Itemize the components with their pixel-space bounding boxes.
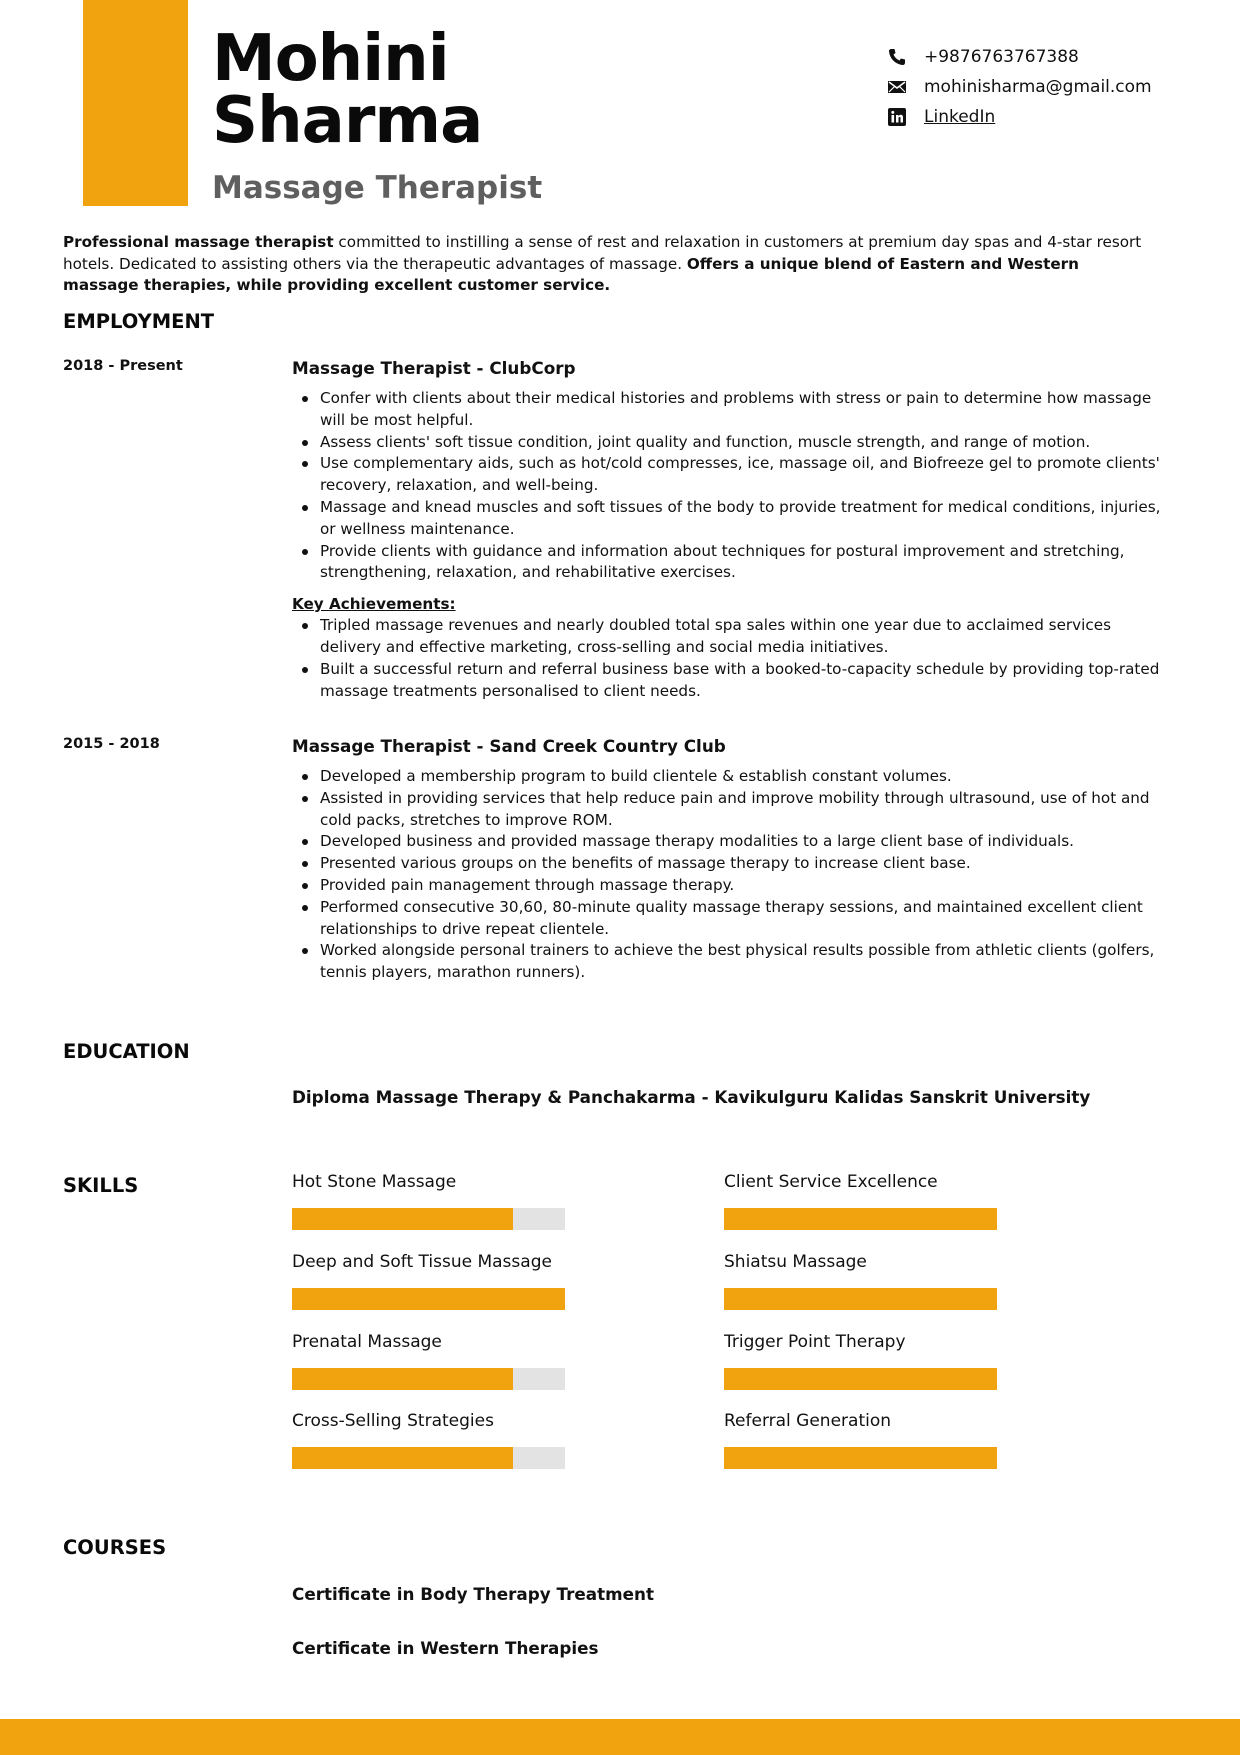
skill-item xyxy=(292,1411,565,1469)
key-achievements-heading: Key Achievements: xyxy=(292,595,456,614)
skill-label: Deep and Soft Tissue Massage xyxy=(292,1252,552,1272)
summary-text: committed to instilling a sense of rest and relaxation in customers at premium day spas and 4-star resort hotels. Dedicated to assisting others via the therapeutic advantages of massage. xyxy=(63,233,1142,273)
skill-item xyxy=(292,1172,565,1230)
course-item: Certificate in Western Therapies xyxy=(292,1638,599,1658)
skill-bar-fill xyxy=(292,1208,513,1230)
achievement-bullets xyxy=(292,615,1162,702)
courses-heading: COURSES xyxy=(63,1536,167,1559)
education-entry: Diploma Massage Therapy & Panchakarma - Kavikulguru Kalidas Sanskrit University xyxy=(292,1087,1091,1107)
skill-label: Client Service Excellence xyxy=(724,1172,938,1192)
phone-icon xyxy=(887,47,907,67)
bullet-item: Worked alongside personal trainers to achieve the best physical results possible from athletic clients (golfers, tennis players, marathon runners). xyxy=(292,940,1162,984)
job-bullets xyxy=(292,766,1162,984)
skill-label: Hot Stone Massage xyxy=(292,1172,457,1192)
skill-item xyxy=(724,1252,997,1310)
skill-bar xyxy=(292,1447,565,1469)
bullet-item: Use complementary aids, such as hot/cold compresses, ice, massage oil, and Biofreeze gel to promote clients' recovery, relaxation, and well-being. xyxy=(292,453,1162,497)
accent-block xyxy=(83,0,188,206)
skill-item xyxy=(292,1332,565,1390)
bullet-item: Provided pain management through massage therapy. xyxy=(292,875,1162,897)
profile-summary xyxy=(63,232,1153,297)
skill-label: Referral Generation xyxy=(724,1411,892,1431)
skill-bar xyxy=(292,1368,565,1390)
job-entry xyxy=(292,358,1162,702)
skill-item xyxy=(292,1252,565,1310)
skill-bar xyxy=(724,1447,997,1469)
email-icon xyxy=(887,77,907,97)
skill-bar-fill xyxy=(292,1447,513,1469)
skill-bar xyxy=(724,1208,997,1230)
linkedin-link[interactable]: LinkedIn xyxy=(924,107,996,127)
bullet-item: Developed business and provided massage therapy modalities to a large client base of individuals. xyxy=(292,831,1162,853)
email-address: mohinisharma@gmail.com xyxy=(924,77,1152,97)
skill-bar xyxy=(292,1208,565,1230)
bullet-item: Provide clients with guidance and information about techniques for postural improvement and stretching, strengthening, relaxation, and rehabilitative exercises. xyxy=(292,541,1162,585)
bullet-item: Assess clients' soft tissue condition, joint quality and function, muscle strength, and range of motion. xyxy=(292,432,1162,454)
education-heading: EDUCATION xyxy=(63,1040,190,1063)
bullet-item: Presented various groups on the benefits of massage therapy to increase client base. xyxy=(292,853,1162,875)
job-bullets xyxy=(292,388,1162,584)
skill-label: Prenatal Massage xyxy=(292,1332,442,1352)
skill-bar-fill xyxy=(724,1368,997,1390)
skill-label: Trigger Point Therapy xyxy=(724,1332,906,1352)
bullet-item: Developed a membership program to build clientele & establish constant volumes. xyxy=(292,766,1162,788)
skill-bar xyxy=(724,1288,997,1310)
footer-accent-bar xyxy=(0,1719,1240,1755)
skill-item xyxy=(724,1411,997,1469)
contact-block xyxy=(887,42,1227,132)
skill-bar-fill xyxy=(724,1447,997,1469)
bullet-item: Confer with clients about their medical histories and problems with stress or pain to determine how massage will be most helpful. xyxy=(292,388,1162,432)
skill-bar xyxy=(292,1288,565,1310)
skill-label: Shiatsu Massage xyxy=(724,1252,867,1272)
job-entry xyxy=(292,736,1162,984)
job-dates: 2015 - 2018 xyxy=(63,736,160,752)
first-name: Mohini xyxy=(212,22,449,96)
skill-bar-fill xyxy=(724,1288,997,1310)
skills-heading: SKILLS xyxy=(63,1174,139,1197)
job-title-company: Massage Therapist - Sand Creek Country Club xyxy=(292,736,726,756)
course-item: Certificate in Body Therapy Treatment xyxy=(292,1584,654,1604)
skill-bar xyxy=(724,1368,997,1390)
contact-linkedin[interactable] xyxy=(887,102,1227,132)
linkedin-icon xyxy=(887,107,907,127)
job-title-company: Massage Therapist - ClubCorp xyxy=(292,358,576,378)
candidate-name xyxy=(212,22,483,158)
bullet-item: Performed consecutive 30,60, 80-minute quality massage therapy sessions, and maintained excellent client relationships to drive repeat clientele. xyxy=(292,897,1162,941)
skill-bar-fill xyxy=(724,1208,997,1230)
employment-heading: EMPLOYMENT xyxy=(63,310,215,333)
skill-item xyxy=(724,1332,997,1390)
contact-phone[interactable] xyxy=(887,42,1227,72)
skill-bar-fill xyxy=(292,1368,513,1390)
bullet-item: Massage and knead muscles and soft tissues of the body to provide treatment for medical conditions, injuries, or wellness maintenance. xyxy=(292,497,1162,541)
bullet-item: Assisted in providing services that help reduce pain and improve mobility through ultrasound, use of hot and cold packs, stretches to improve ROM. xyxy=(292,788,1162,832)
summary-bold-lead: Professional massage therapist xyxy=(63,233,334,251)
achievement-item: Tripled massage revenues and nearly doubled total spa sales within one year due to acclaimed services delivery and effective marketing, cross-selling and social media initiatives. xyxy=(292,615,1162,659)
summary-bold-tail: Offers a unique blend of Eastern and Western massage therapies, while providing excellent customer service. xyxy=(63,254,1079,295)
job-dates: 2018 - Present xyxy=(63,358,183,374)
skill-item xyxy=(724,1172,997,1230)
achievement-item: Built a successful return and referral business base with a booked-to-capacity schedule by providing top-rated massage treatments personalised to client needs. xyxy=(292,659,1162,703)
phone-number: +9876763767388 xyxy=(924,47,1079,67)
last-name: Sharma xyxy=(212,84,483,158)
skill-bar-fill xyxy=(292,1288,565,1310)
contact-email[interactable] xyxy=(887,72,1227,102)
job-title: Massage Therapist xyxy=(212,170,543,206)
skill-label: Cross-Selling Strategies xyxy=(292,1411,494,1431)
